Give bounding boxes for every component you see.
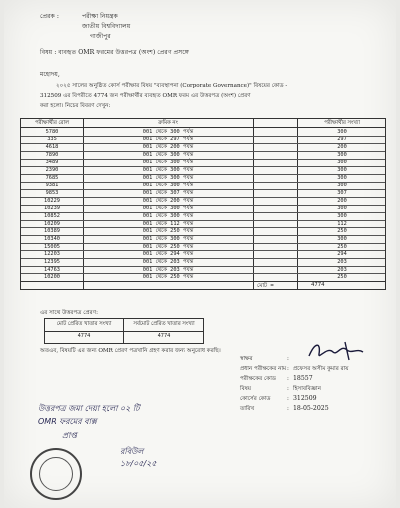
table-cell-range: 001 থেকে 250 পর্যন্ত	[142, 228, 194, 235]
summary-col1-label: মোট প্রেরিত খাতার সংখ্যা	[56, 321, 112, 327]
table-cell-range: 001 থেকে 200 পর্যন্ত	[142, 144, 194, 151]
table-row-divider	[21, 273, 385, 274]
name-label: প্রধান পরীক্ষকের নাম	[240, 366, 287, 372]
table-cell-count: 250	[337, 243, 347, 250]
subject-label: বিষয়	[240, 386, 252, 392]
handwritten-line-1: উত্তরপত্র জমা দেয়া হলো ০২ টি	[38, 404, 140, 413]
table-cell-range: 001 থেকে 300 পর্যন্ত	[142, 159, 194, 166]
examiner-code-value: 18557	[293, 375, 313, 382]
table-cell-range: 001 থেকে 300 পর্যন্ত	[142, 151, 194, 158]
table-row-divider	[21, 220, 385, 221]
table-row-divider	[21, 189, 385, 190]
table-cell-range: 001 থেকে 203 পর্যন্ত	[142, 258, 194, 265]
table-cell-count: 200	[337, 144, 347, 151]
table-cell-roll: 10229	[44, 197, 60, 204]
body-line-3: করা হলো। নিচের বিবরণ দেখুন:	[40, 103, 111, 109]
table-row-divider	[21, 159, 385, 160]
salutation: মহোদয়,	[40, 71, 60, 78]
table-cell-count: 203	[337, 258, 347, 265]
table-cell-count: 300	[337, 235, 347, 242]
table-cell-range: 001 থেকে 200 পর্যন্ত	[142, 197, 194, 204]
table-cell-count: 300	[337, 205, 347, 212]
table-row-divider	[21, 143, 385, 144]
table-cell-roll: 14763	[44, 266, 60, 273]
table-row-divider	[21, 227, 385, 228]
table-row-divider	[21, 250, 385, 251]
table-cell-range: 001 থেকে 300 পর্যন্ত	[142, 235, 194, 242]
header-roll: পরীক্ষার্থীর রোল	[35, 120, 69, 126]
summary-col2-value: 4774	[157, 333, 171, 339]
table-row-divider	[21, 258, 385, 259]
table-cell-roll: 12203	[44, 251, 60, 258]
table-cell-range: 001 থেকে 307 পর্যন্ত	[142, 190, 194, 196]
date-label: তারিখ	[240, 406, 255, 412]
table-cell-range: 001 থেকে 250 পর্যন্ত	[142, 274, 194, 281]
table-cell-count: 300	[337, 174, 347, 181]
body-line-2: 312509 এর বিপরীতে 4774 জন পরীক্ষার্থীর ব্যবহৃত OMR ফরম এর উত্তরপত্র (অংশ) প্রেরণ	[40, 93, 251, 99]
sender-place: গাজীপুর	[90, 33, 111, 40]
table-row-divider	[21, 205, 385, 206]
table-cell-roll: 9381	[45, 182, 59, 189]
office-seal-stamp	[30, 448, 82, 500]
table-cell-range: 001 থেকে 300 পর্যন্ত	[142, 212, 194, 219]
table-cell-roll: 7685	[45, 174, 59, 181]
table-cell-count: 294	[337, 251, 347, 258]
table-cell-count: 300	[337, 167, 347, 174]
sign-label: স্বাক্ষর	[240, 356, 253, 362]
summary-table	[44, 318, 204, 344]
table-row-divider	[21, 197, 385, 198]
table-cell-count: 307	[337, 190, 347, 196]
date-value: 18-05-2025	[293, 405, 329, 412]
sender-org: পরীক্ষা নিয়ন্ত্রক	[82, 13, 118, 20]
omr-table	[20, 118, 386, 290]
table-cell-count: 300	[337, 212, 347, 219]
table-cell-range: 001 থেকে 300 পর্যন্ত	[142, 128, 194, 135]
table-cell-range: 001 থেকে 203 পর্যন্ত	[142, 266, 194, 273]
table-cell-count: 250	[337, 274, 347, 281]
table-cell-count: 300	[337, 128, 347, 135]
table-cell-roll: 9853	[45, 190, 59, 196]
table-cell-count: 112	[337, 220, 347, 227]
table-cell-count: 250	[337, 228, 347, 235]
table-cell-range: 001 থেকে 300 পর্যন্ত	[142, 182, 194, 189]
table-row-divider	[21, 235, 385, 236]
header-range: ক্রমিক নং	[158, 120, 178, 126]
table-cell-roll: 2390	[45, 167, 59, 174]
table-cell-range: 001 থেকে 300 পর্যন্ত	[142, 174, 194, 181]
table-row-divider	[21, 166, 385, 167]
table-cell-roll: 10852	[44, 212, 60, 219]
table-cell-range: 001 থেকে 112 পর্যন্ত	[142, 220, 194, 227]
table-row-divider	[21, 136, 385, 137]
table-cell-roll: 7890	[45, 151, 59, 158]
table-cell-count: 297	[337, 136, 347, 143]
course-code-label: কোর্সের কোড	[240, 396, 271, 402]
table-cell-roll: 10340	[44, 235, 60, 242]
table-cell-roll: 10239	[44, 205, 60, 212]
table-row-divider	[21, 182, 385, 183]
table-cell-roll: 4618	[45, 144, 59, 151]
table-row-divider	[21, 243, 385, 244]
table-cell-count: 203	[337, 266, 347, 273]
header-count: পরীক্ষার্থীর সংখ্যা	[324, 120, 360, 126]
table-cell-count: 300	[337, 159, 347, 166]
total-label: মোট =	[257, 283, 274, 289]
table-cell-count: 200	[337, 197, 347, 204]
table-row-divider	[21, 212, 385, 213]
table-cell-range: 001 থেকে 297 পর্যন্ত	[142, 136, 194, 143]
table-row-divider	[21, 151, 385, 152]
table-row-divider	[21, 174, 385, 175]
receipt-date: ১৮/০৫/২৫	[120, 459, 157, 468]
table-cell-range: 001 থেকে 294 পর্যন্ত	[142, 251, 194, 258]
table-cell-count: 300	[337, 151, 347, 158]
sender-unit: জাতীয় বিশ্ববিদ্যালয়	[82, 23, 131, 30]
table-cell-roll: 12395	[44, 258, 60, 265]
table-cell-roll: 15005	[44, 243, 60, 250]
table-cell-count: 300	[337, 182, 347, 189]
table-cell-roll: 10209	[44, 220, 60, 227]
table-row-divider	[21, 266, 385, 267]
table-cell-roll: 10200	[44, 274, 60, 281]
table-cell-roll: 5780	[45, 128, 59, 135]
handwritten-line-3: প্রাপ্ত	[62, 431, 77, 440]
subject-line: বিষয় : ব্যবহৃত OMR ফরমের উত্তরপত্র (অংশ) প্রেরণ প্রসঙ্গে	[40, 49, 189, 56]
subject-value: হিসাববিজ্ঞান	[293, 386, 321, 392]
summary-col2-label: সর্বমোট প্রেরিত খাতার সংখ্যা	[133, 321, 195, 327]
table-cell-roll: 335	[47, 136, 57, 143]
sender-label: প্রেরক :	[40, 13, 59, 20]
table-cell-roll: 3489	[45, 159, 59, 166]
table-cell-range: 001 থেকে 300 পর্যন্ত	[142, 205, 194, 212]
total-value: 4774	[311, 282, 325, 288]
table-cell-range: 001 থেকে 250 পর্যন্ত	[142, 243, 194, 250]
handwritten-line-2: OMR ফরমের বাক্স	[38, 417, 97, 426]
summary-heading: এর সাথে উত্তরপত্র প্রেরণ:	[40, 310, 98, 316]
name-value: প্রফেসর অসীম কুমার রায়	[293, 366, 349, 372]
course-code-value: 312509	[293, 395, 317, 402]
summary-col1-value: 4774	[77, 333, 91, 339]
examiner-code-label: পরীক্ষকের কোড	[240, 376, 276, 382]
receipt-sign: রবিউল	[120, 447, 144, 456]
body-line-1: ২০২৫ সালের অনুষ্ঠিত কোর্স পরীক্ষার বিষয় "ব্যবস্থাপনা (Corporate Governance)" বিষয়ের কোড -	[56, 83, 288, 89]
table-cell-roll: 10389	[44, 228, 60, 235]
table-cell-range: 001 থেকে 300 পর্যন্ত	[142, 167, 194, 174]
closing-note: অতএব, বিষয়টি এর জন্য OMR প্রেরণ পত্রখানি গ্রহণ করার জন্য অনুরোধ করছি।	[40, 348, 221, 354]
handwritten-signature	[305, 338, 371, 364]
